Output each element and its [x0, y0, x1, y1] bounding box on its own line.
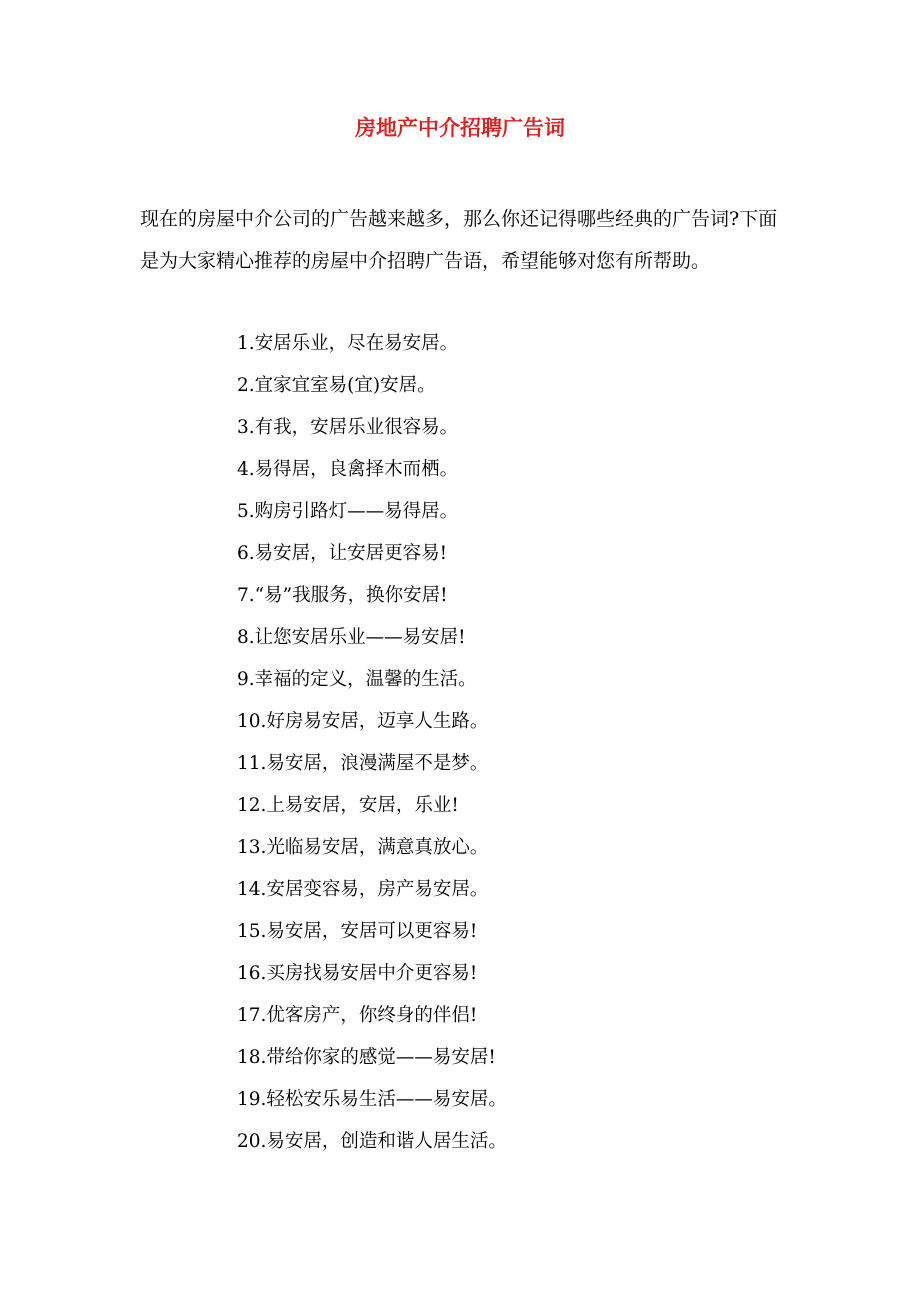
- slogan-list: [237, 323, 797, 1163]
- list-item: 19.轻松安乐易生活——易安居。: [237, 1089, 507, 1110]
- list-item: 5.购房引路灯——易得居。: [237, 501, 459, 522]
- list-item: 17.优客房产，你终身的伴侣!: [237, 1005, 478, 1026]
- intro-paragraph: 现在的房屋中介公司的广告越来越多，那么你还记得哪些经典的广告词?下面是为大家精心推荐的房屋中介招聘广告语，希望能够对您有所帮助。: [140, 208, 778, 272]
- list-item: 10.好房易安居，迈享人生路。: [237, 711, 489, 732]
- list-item: 18.带给你家的感觉——易安居!: [237, 1047, 496, 1068]
- list-item: 4.易得居，良禽择木而栖。: [237, 459, 459, 480]
- list-item: 2.宜家宜室易(宜)安居。: [237, 375, 436, 396]
- list-item: 15.易安居，安居可以更容易!: [237, 921, 478, 942]
- list-item: 9.幸福的定义，温馨的生活。: [237, 669, 477, 690]
- list-item: 11.易安居，浪漫满屋不是梦。: [237, 753, 489, 774]
- list-item: 13.光临易安居，满意真放心。: [237, 837, 489, 858]
- list-item: 12.上易安居，安居，乐业!: [237, 795, 459, 816]
- list-item: 6.易安居，让安居更容易!: [237, 543, 448, 564]
- list-item: 7.“易”我服务，换你安居!: [237, 585, 448, 606]
- list-item: 20.易安居，创造和谐人居生活。: [237, 1131, 507, 1152]
- list-item: 16.买房找易安居中介更容易!: [237, 963, 478, 984]
- page-title: 房地产中介招聘广告词: [355, 115, 565, 140]
- list-item: 1.安居乐业，尽在易安居。: [237, 333, 459, 354]
- list-item: 8.让您安居乐业——易安居!: [237, 627, 466, 648]
- list-item: 3.有我，安居乐业很容易。: [237, 417, 459, 438]
- list-item: 14.安居变容易，房产易安居。: [237, 879, 489, 900]
